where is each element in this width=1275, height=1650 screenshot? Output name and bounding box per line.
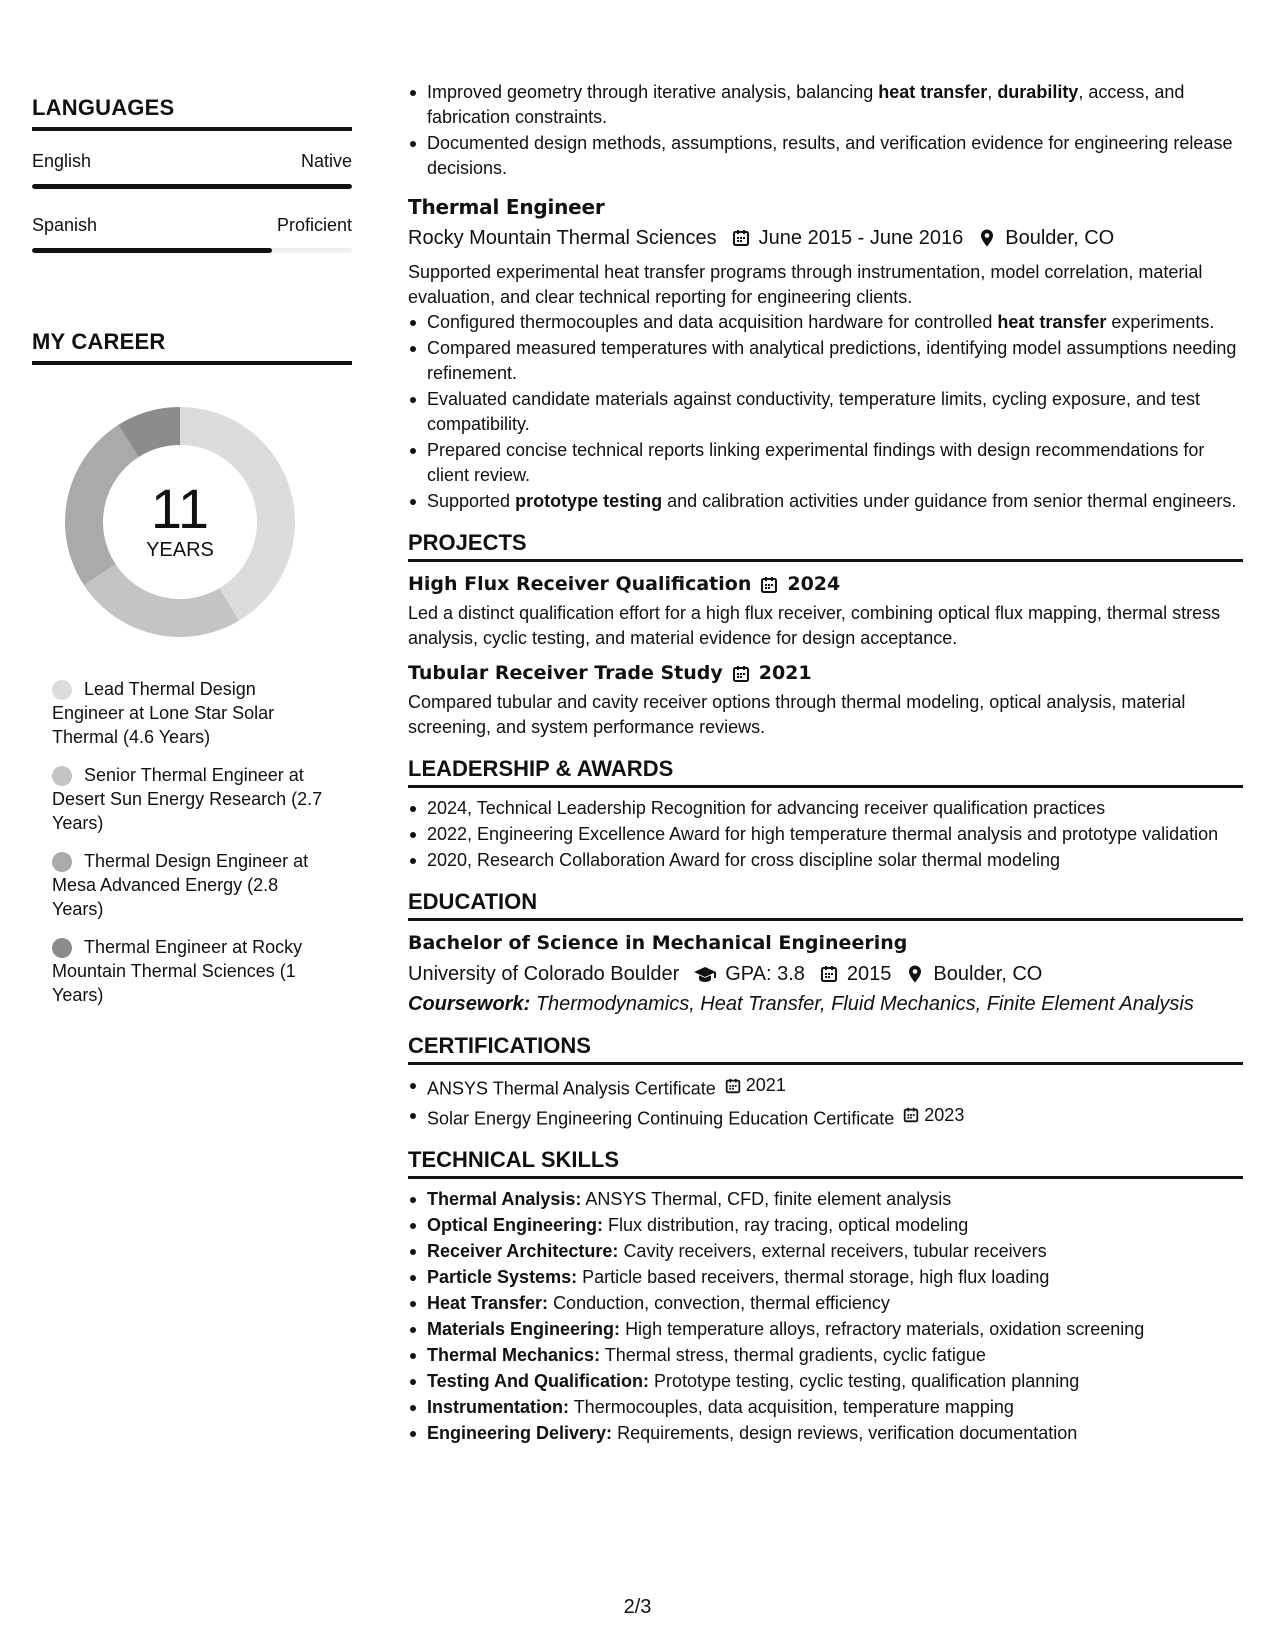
skill-value: Thermal stress, thermal gradients, cyclic fatigue (604, 1345, 986, 1365)
skill-item (408, 1369, 1243, 1394)
bullet-item (408, 131, 1243, 181)
bullet-item (408, 387, 1243, 437)
bullet-text: Documented design methods, assumptions, results, and verification evidence for engineering release decisions. (427, 133, 1233, 178)
language-item (32, 151, 352, 189)
bullet-text: heat transfer (997, 312, 1107, 332)
calendar-icon (902, 1106, 920, 1124)
career-years-label: YEARS (146, 539, 214, 561)
legend-dot (52, 938, 72, 958)
skill-label: Heat Transfer: (427, 1293, 549, 1313)
job-summary: Supported experimental heat transfer programs through instrumentation, model correlation, material evaluation, and clear technical reporting for engineering clients. (408, 262, 1203, 307)
skill-label: Thermal Mechanics: (427, 1345, 601, 1365)
project-description: Led a distinct qualification effort for a high flux receiver, combining optical flux mapping, thermal stress analysis, cyclic testing, and material evidence for design acceptance. (408, 603, 1221, 648)
certification-name: ANSYS Thermal Analysis Certificate (427, 1078, 716, 1099)
award-item: 2022, Engineering Excellence Award for high temperature thermal analysis and prototype validation (408, 822, 1243, 847)
career-legend-label: Thermal Engineer at Rocky Mountain Thermal Sciences (1 Years) (52, 937, 303, 1005)
career-legend-item (52, 849, 332, 921)
calendar-icon (819, 964, 839, 984)
language-bar (32, 248, 352, 253)
legend-dot (52, 852, 72, 872)
calendar-icon (731, 664, 751, 684)
bullet-text: heat transfer (878, 82, 988, 102)
certifications-list (408, 1073, 1243, 1131)
bullet-item (408, 438, 1243, 488)
bullet-text: Supported (427, 491, 516, 511)
award-item: 2020, Research Collaboration Award for cross discipline solar thermal modeling (408, 848, 1243, 873)
language-name: Spanish (32, 215, 98, 235)
coursework-list: Thermodynamics, Heat Transfer, Fluid Mechanics, Finite Element Analysis (535, 993, 1194, 1015)
project-title (408, 572, 1243, 597)
skill-label: Engineering Delivery: (427, 1423, 613, 1443)
skill-value: Flux distribution, ray tracing, optical modeling (608, 1215, 969, 1235)
bullet-text: and calibration activities under guidance from senior thermal engineers. (662, 491, 1237, 511)
skill-value: Requirements, design reviews, verification documentation (617, 1423, 1078, 1443)
bullet-text: prototype testing (515, 491, 663, 511)
calendar-icon (731, 228, 751, 248)
skill-item (408, 1343, 1243, 1368)
project-title (408, 661, 1243, 686)
skill-label: Instrumentation: (427, 1397, 569, 1417)
certifications-title: CERTIFICATIONS (408, 1033, 1243, 1065)
graduation-cap-icon (693, 964, 717, 984)
languages-title: LANGUAGES (32, 95, 352, 131)
skills-list (408, 1187, 1243, 1446)
job-company: Rocky Mountain Thermal Sciences (408, 227, 717, 249)
career-legend-item (52, 763, 332, 835)
skill-label: Thermal Analysis: (427, 1189, 582, 1209)
projects-title: PROJECTS (408, 530, 1243, 562)
languages-list (32, 151, 352, 253)
skill-label: Testing And Qualification: (427, 1371, 649, 1391)
education-gpa: GPA: 3.8 (725, 963, 805, 985)
donut-segment (84, 564, 239, 637)
career-donut-chart (65, 407, 295, 637)
certification-year: 2021 (745, 1075, 786, 1095)
right-column (408, 80, 1243, 1447)
project-name: High Flux Receiver Qualification (408, 573, 752, 595)
certification-year: 2023 (924, 1104, 965, 1125)
certification-item (408, 1073, 1243, 1102)
career-legend (32, 677, 352, 1007)
job-dates: June 2015 - June 2016 (758, 227, 964, 249)
career-legend-label: Thermal Design Engineer at Mesa Advanced Energy (2.8 Years) (52, 851, 309, 919)
career-legend-label: Senior Thermal Engineer at Desert Sun Energy Research (2.7 Years) (52, 765, 323, 833)
project-name: Tubular Receiver Trade Study (408, 662, 723, 684)
language-bar-fill (32, 248, 272, 253)
skill-label: Materials Engineering: (427, 1319, 621, 1339)
bullet-text: Evaluated candidate materials against conductivity, temperature limits, cycling exposure, and test compatibility. (427, 389, 1201, 434)
skill-item (408, 1317, 1243, 1342)
language-bar (32, 184, 352, 189)
bullet-text: Prepared concise technical reports linking experimental findings with design recommendations for client review. (427, 440, 1205, 485)
job-location: Boulder, CO (1005, 227, 1115, 249)
language-level: Native (300, 151, 352, 171)
skill-label: Optical Engineering: (427, 1215, 604, 1235)
bullet-item (408, 80, 1243, 130)
skill-value: Prototype testing, cyclic testing, qualification planning (654, 1371, 1080, 1391)
page-number: 2/3 (623, 1596, 652, 1618)
language-level: Proficient (276, 215, 352, 235)
education-school: University of Colorado Boulder (408, 963, 680, 985)
projects-list (408, 572, 1243, 740)
map-pin-icon (905, 964, 925, 984)
language-bar-fill (32, 184, 352, 189)
education-meta (408, 960, 1243, 988)
awards-title: LEADERSHIP & AWARDS (408, 756, 1243, 788)
skill-item (408, 1213, 1243, 1238)
awards-list (408, 796, 1243, 873)
bullet-text: experiments. (1106, 312, 1215, 332)
previous-job-bullets (408, 80, 1243, 181)
skill-item (408, 1291, 1243, 1316)
career-legend-item (52, 935, 332, 1007)
calendar-icon (724, 1077, 742, 1095)
career-title: MY CAREER (32, 329, 352, 365)
education-year: 2015 (846, 963, 892, 985)
award-item: 2024, Technical Leadership Recognition for advancing receiver qualification practices (408, 796, 1243, 821)
certification-item (408, 1103, 1243, 1132)
education-coursework (408, 992, 1243, 1017)
career-legend-item (52, 677, 332, 749)
bullet-text: Compared measured temperatures with analytical predictions, identifying model assumptions needing refinement. (427, 338, 1237, 383)
skill-item (408, 1187, 1243, 1212)
project-year: 2021 (758, 662, 812, 684)
skill-label: Particle Systems: (427, 1267, 578, 1287)
skills-title: TECHNICAL SKILLS (408, 1147, 1243, 1179)
job-meta (408, 224, 1243, 252)
skill-item (408, 1395, 1243, 1420)
skill-value: ANSYS Thermal, CFD, finite element analysis (585, 1189, 952, 1209)
language-item (32, 215, 352, 253)
education-location: Boulder, CO (933, 963, 1043, 985)
language-name: English (32, 151, 92, 171)
project-description: Compared tubular and cavity receiver options through thermal modeling, optical analysis, material screening, and system performance reviews. (408, 692, 1186, 737)
bullet-text: durability (997, 82, 1079, 102)
coursework-label: Coursework: (408, 993, 531, 1015)
career-total-years: 11 (150, 477, 210, 540)
bullet-text: Improved geometry through iterative analysis, balancing (427, 82, 879, 102)
skill-value: Thermocouples, data acquisition, temperature mapping (573, 1397, 1014, 1417)
bullet-text: , access, and fabrication constraints. (427, 82, 1185, 127)
education-title: EDUCATION (408, 889, 1243, 921)
calendar-icon (759, 575, 779, 595)
skill-value: Conduction, convection, thermal efficiency (553, 1293, 890, 1313)
map-pin-icon (977, 228, 997, 248)
skill-item (408, 1265, 1243, 1290)
project-year: 2024 (787, 573, 841, 595)
bullet-item (408, 310, 1243, 335)
skill-value: Cavity receivers, external receivers, tubular receivers (623, 1241, 1047, 1261)
bullet-item (408, 489, 1243, 514)
certification-name: Solar Energy Engineering Continuing Education Certificate (427, 1108, 895, 1128)
bullet-text: Configured thermocouples and data acquisition hardware for controlled (427, 312, 998, 332)
skill-item (408, 1239, 1243, 1264)
education-degree: Bachelor of Science in Mechanical Engineering (408, 932, 908, 954)
bullet-item (408, 336, 1243, 386)
skill-value: Particle based receivers, thermal storage, high flux loading (582, 1267, 1050, 1287)
skill-label: Receiver Architecture: (427, 1241, 619, 1261)
job-bullets (408, 310, 1243, 514)
skill-value: High temperature alloys, refractory materials, oxidation screening (625, 1319, 1145, 1339)
job-title: Thermal Engineer (408, 195, 605, 219)
donut-center (65, 479, 295, 562)
left-column (32, 95, 352, 1021)
bullet-text: , (987, 82, 998, 102)
legend-dot (52, 680, 72, 700)
skill-item (408, 1421, 1243, 1446)
legend-dot (52, 766, 72, 786)
career-legend-label: Lead Thermal Design Engineer at Lone Star Solar Thermal (4.6 Years) (52, 679, 275, 747)
